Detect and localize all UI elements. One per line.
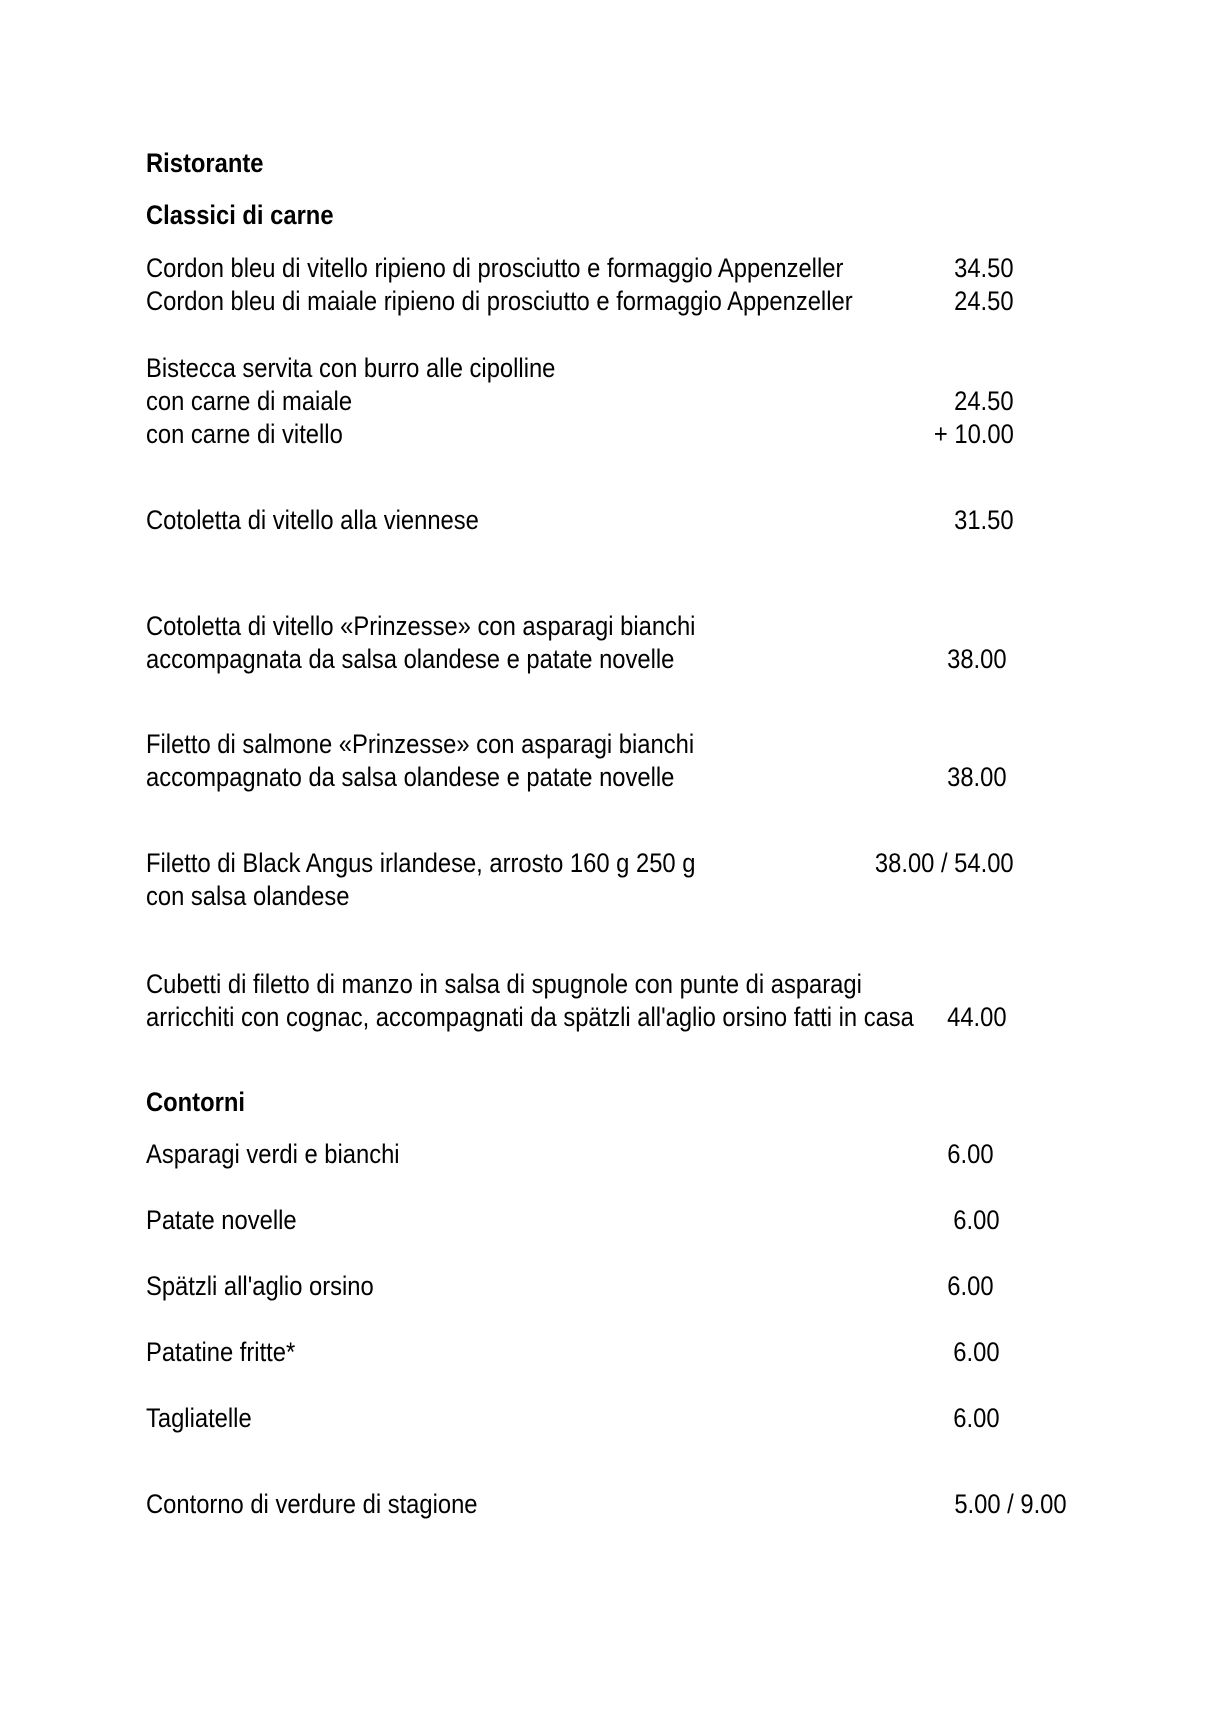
menu-item-option: con carne di maiale	[146, 386, 353, 416]
menu-item-price: 38.00	[947, 644, 1007, 674]
section-heading-sides: Contorni	[146, 1087, 245, 1117]
menu-item-price: 38.00	[947, 762, 1007, 792]
side-item-name: Patate novelle	[146, 1205, 297, 1235]
menu-item-price: 24.50	[954, 386, 1014, 416]
menu-item-price: 31.50	[954, 505, 1014, 535]
menu-item-name: Cotoletta di vitello «Prinzesse» con asparagi bianchi	[146, 611, 696, 641]
side-item-price: 6.00	[953, 1337, 1000, 1367]
menu-item-description: con salsa olandese	[146, 881, 350, 911]
side-item-name: Contorno di verdure di stagione	[146, 1489, 478, 1519]
side-item-price: 6.00	[947, 1139, 994, 1169]
menu-item-description: arricchiti con cognac, accompagnati da spätzli all'aglio orsino fatti in casa	[146, 1002, 914, 1032]
section-heading-meat: Classici di carne	[146, 200, 334, 230]
side-item-name: Tagliatelle	[146, 1403, 252, 1433]
side-item-price: 6.00	[953, 1205, 1000, 1235]
menu-item-name: Cordon bleu di maiale ripieno di prosciutto e formaggio Appenzeller	[146, 286, 853, 316]
menu-item-price: + 10.00	[934, 419, 1014, 449]
menu-item-name: Cubetti di filetto di manzo in salsa di spugnole con punte di asparagi	[146, 969, 862, 999]
side-item-price: 6.00	[947, 1271, 994, 1301]
menu-item-description: accompagnata da salsa olandese e patate novelle	[146, 644, 675, 674]
menu-item-name: Bistecca servita con burro alle cipolline	[146, 353, 556, 383]
menu-item-name: Cotoletta di vitello alla viennese	[146, 505, 479, 535]
side-item-name: Spätzli all'aglio orsino	[146, 1271, 374, 1301]
side-item-price: 5.00 / 9.00	[954, 1489, 1067, 1519]
side-item-name: Asparagi verdi e bianchi	[146, 1139, 400, 1169]
menu-item-price: 34.50	[954, 253, 1014, 283]
menu-item-name: Filetto di Black Angus irlandese, arrosto 160 g 250 g	[146, 848, 696, 878]
page-title: Ristorante	[146, 148, 264, 178]
menu-item-option: con carne di vitello	[146, 419, 343, 449]
side-item-name: Patatine fritte*	[146, 1337, 296, 1367]
menu-item-name: Cordon bleu di vitello ripieno di prosciutto e formaggio Appenzeller	[146, 253, 844, 283]
side-item-price: 6.00	[953, 1403, 1000, 1433]
menu-item-price: 38.00 / 54.00	[875, 848, 1014, 878]
menu-item-description: accompagnato da salsa olandese e patate novelle	[146, 762, 675, 792]
menu-item-price: 44.00	[947, 1002, 1007, 1032]
menu-item-name: Filetto di salmone «Prinzesse» con asparagi bianchi	[146, 729, 695, 759]
menu-item-price: 24.50	[954, 286, 1014, 316]
